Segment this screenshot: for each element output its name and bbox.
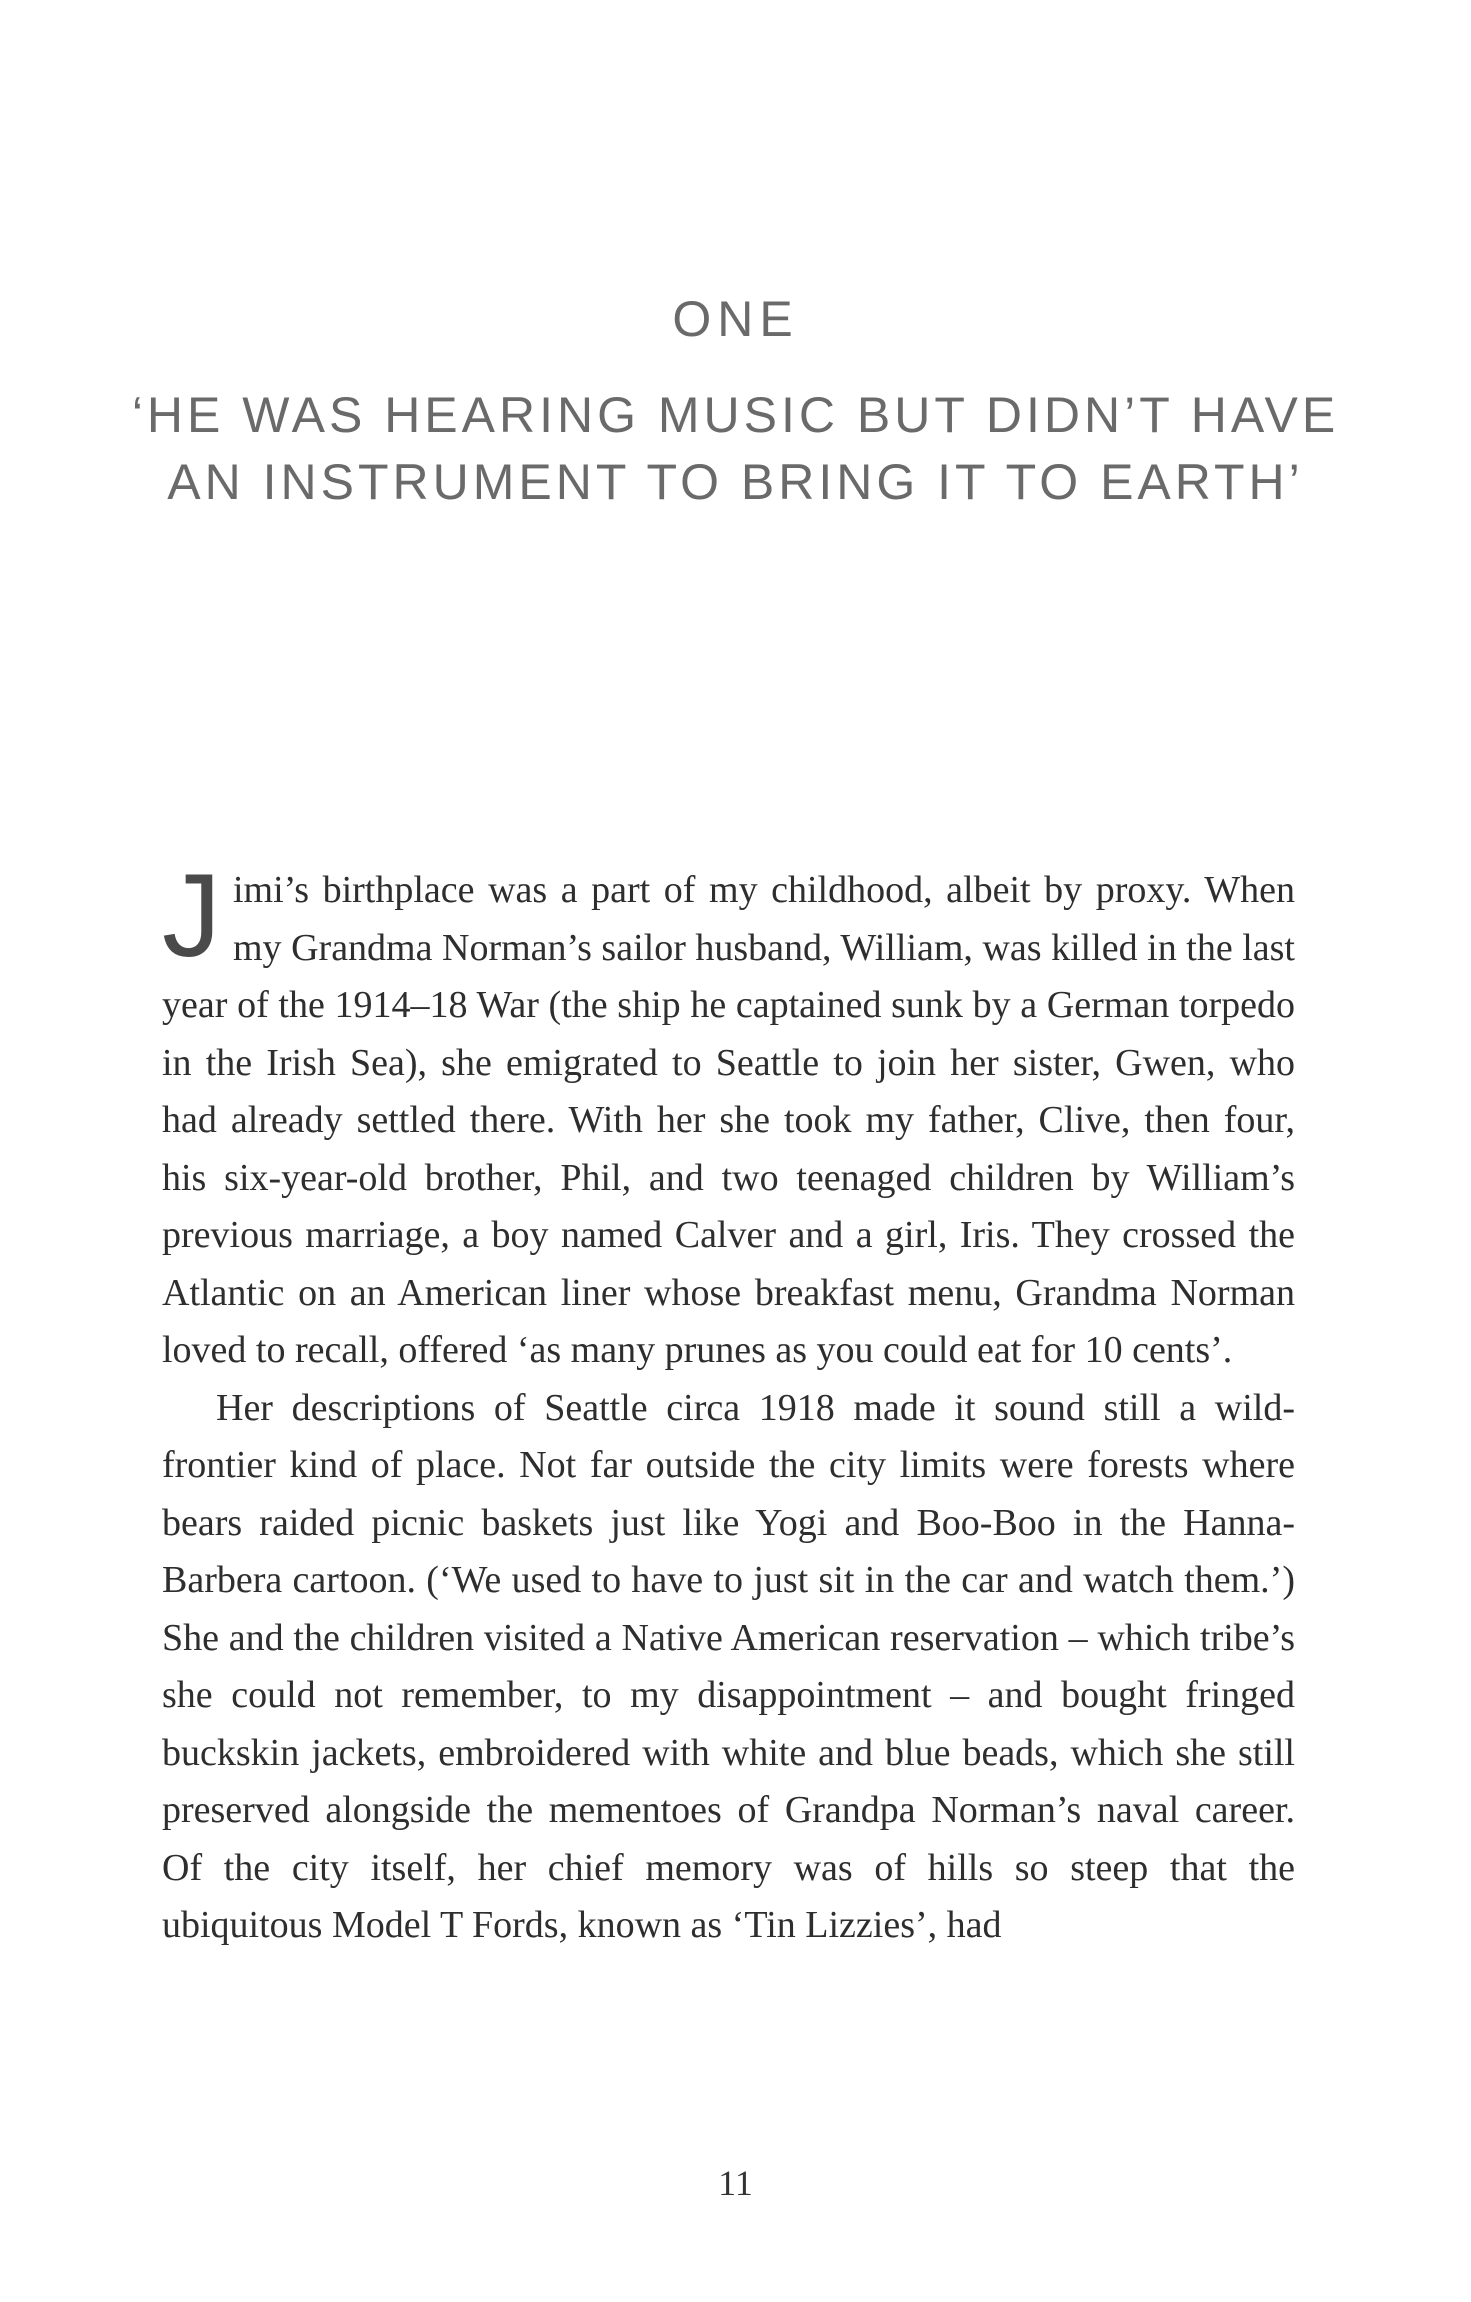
paragraph-1-text: imi’s birthplace was a part of my childhood, albeit by proxy. When my Grandma Norman’s sailor husband, William, was killed in the last year of the 1914–18 War (the ship he captained sunk by a German torpedo in the Irish Sea), she emigrated to Seattle to join her sister, Gwen, who had already settled there. With her she took my father, Clive, then four, his six-year-old brother, Phil, and two teenaged children by William’s previous marriage, a boy named Calver and a girl, Iris. They crossed the Atlantic on an American liner whose breakfast menu, Grandma Norman loved to recall, offered ‘as many prunes as you could eat for 10 cents’. bbox=[162, 869, 1295, 1371]
chapter-number: ONE bbox=[672, 291, 799, 347]
body-text bbox=[162, 850, 1295, 1955]
paragraph-2: Her descriptions of Seattle circa 1918 made it sound still a wild-frontier kind of place. Not far outside the city limits were forests where bears raided picnic baskets just like Yogi and Boo-Boo in the Hanna-Barbera cartoon. (‘We used to have to just sit in the car and watch them.’) She and the children visited a Native American reservation – which tribe’s she could not remember, to my disappointment – and bought fringed buckskin jackets, embroidered with white and blue beads, which she still preserved alongside the mementoes of Grandpa Norman’s naval career. Of the city itself, her chief memory was of hills so steep that the ubiquitous Model T Fords, known as ‘Tin Lizzies’, had bbox=[162, 1386, 1295, 1946]
drop-cap: J bbox=[162, 850, 221, 982]
paragraph-1 bbox=[162, 850, 1295, 1380]
chapter-title: ‘HE WAS HEARING MUSIC BUT DIDN’T HAVE AN INSTRUMENT TO BRING IT TO EARTH’ bbox=[131, 387, 1340, 510]
page-number: 11 bbox=[718, 2163, 753, 2203]
